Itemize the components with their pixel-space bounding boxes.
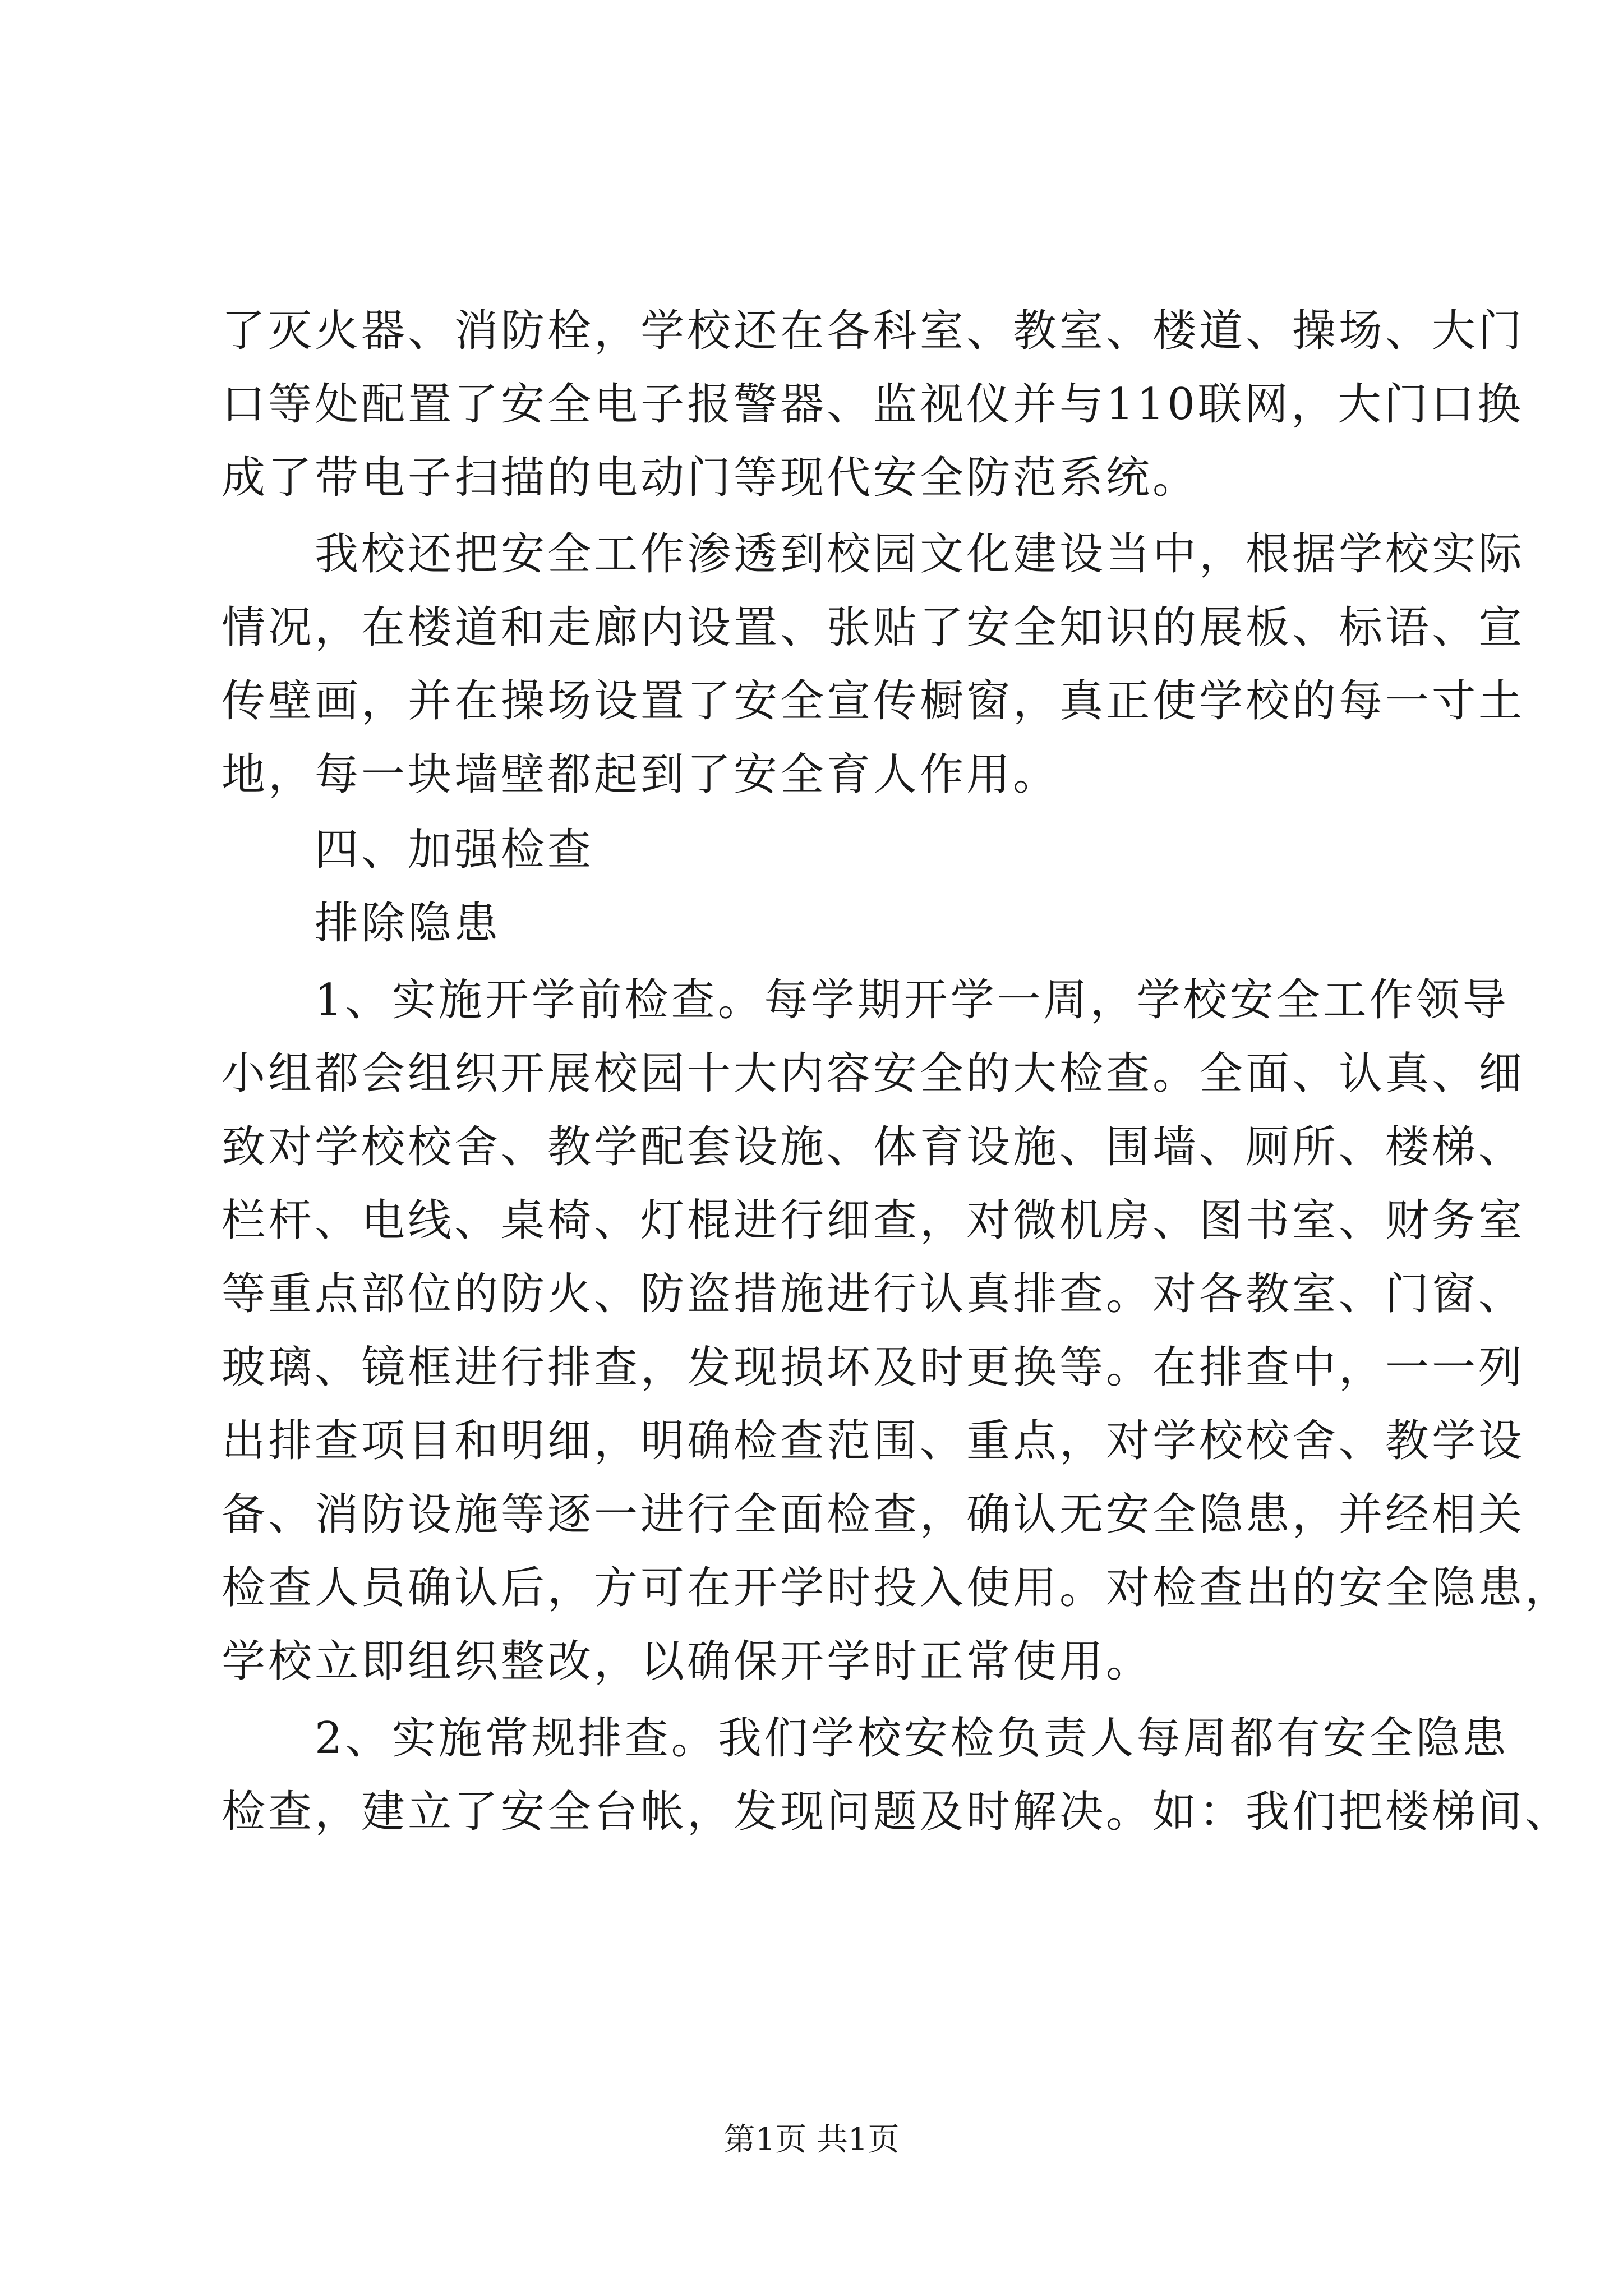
text-line: 情况，在楼道和走廊内设置、张贴了安全知识的展板、标语、宣 xyxy=(222,602,1525,653)
text-line: 1、实施开学前检查。每学期开学一周，学校安全工作领导 xyxy=(222,975,1509,1025)
text-line: 2、实施常规排查。我们学校安检负责人每周都有安全隐患 xyxy=(222,1713,1509,1764)
text-line: 地，每一块墙壁都起到了安全育人作用。 xyxy=(222,749,1060,800)
text-line: 出排查项目和明细，明确检查范围、重点，对学校校舍、教学设 xyxy=(222,1416,1525,1466)
text-line: 备、消防设施等逐一进行全面检查，确认无安全隐患，并经相关 xyxy=(222,1489,1525,1540)
text-line: 检查，建立了安全台帐，发现问题及时解决。如：我们把楼梯间、 xyxy=(222,1787,1572,1837)
text-line: 小组都会组织开展校园十大内容安全的大检查。全面、认真、细 xyxy=(222,1048,1525,1099)
text-line: 学校立即组织整改，以确保开学时正常使用。 xyxy=(222,1636,1153,1687)
text-line: 传壁画，并在操场设置了安全宣传橱窗，真正使学校的每一寸土 xyxy=(222,676,1525,726)
text-line: 检查人员确认后，方可在开学时投入使用。对检查出的安全隐患， xyxy=(222,1563,1572,1613)
text-line: 致对学校校舍、教学配套设施、体育设施、围墙、厕所、楼梯、 xyxy=(222,1122,1525,1172)
text-line: 口等处配置了安全电子报警器、监视仪并与110联网，大门口换 xyxy=(222,379,1524,430)
page-footer: 第1页 共1页 xyxy=(723,2122,900,2158)
text-line: 玻璃、镜框进行排查，发现损坏及时更换等。在排查中，一一列 xyxy=(222,1342,1525,1393)
text-line: 成了带电子扫描的电动门等现代安全防范系统。 xyxy=(222,453,1200,503)
text-line: 四、加强检查 xyxy=(222,825,594,875)
text-line: 排除隐患 xyxy=(222,898,501,949)
text-line: 了灭火器、消防栓，学校还在各科室、教室、楼道、操场、大门 xyxy=(222,306,1525,356)
text-line: 等重点部位的防火、防盗措施进行认真排查。对各教室、门窗、 xyxy=(222,1269,1525,1319)
text-line: 栏杆、电线、桌椅、灯棍进行细查，对微机房、图书室、财务室 xyxy=(222,1195,1525,1246)
text-line: 我校还把安全工作渗透到校园文化建设当中，根据学校实际 xyxy=(222,529,1525,579)
